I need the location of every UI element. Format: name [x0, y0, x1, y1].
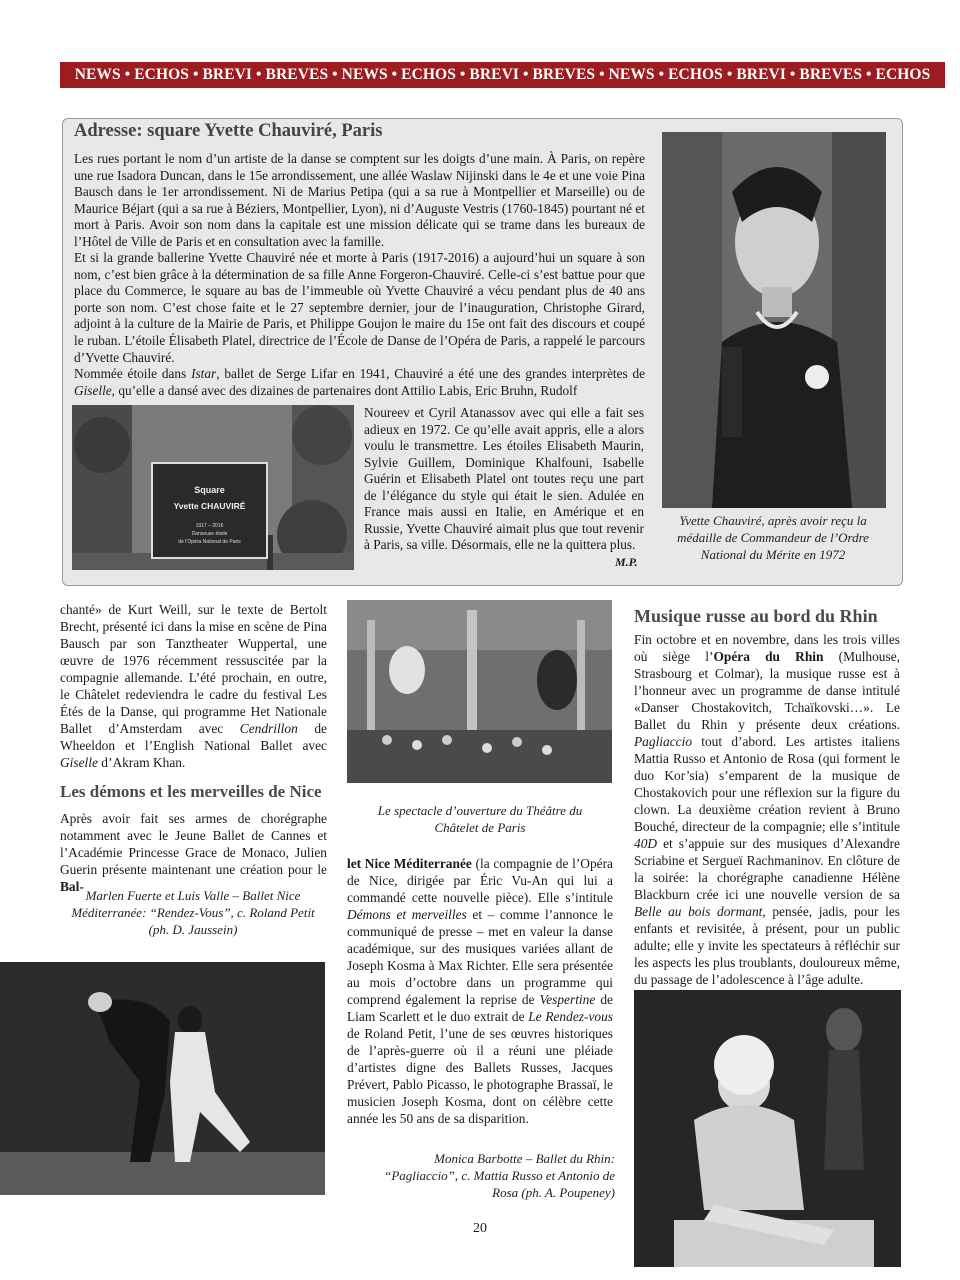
rhin-heading: Musique russe au bord du Rhin — [634, 606, 878, 626]
feature-text — [74, 151, 645, 399]
sign-line: de l’Opéra National de Paris — [178, 539, 241, 545]
sign-line: Square — [194, 485, 225, 495]
portrait-photo — [662, 132, 886, 508]
chatelet-photo — [347, 600, 612, 783]
author-signature: M.P. — [615, 555, 638, 569]
nice-article-continued: let Nice Méditerranée (la compagnie de l’Opéra de Nice, dirigée par Éric Vu-An qui lui a commandé cette nouvelle pièce). Elle s’intitule Démons et merveilles et – comme l’annonce le communiqué de presse – met en valeur la danse académique, sur des musiques variées allant de Joseph Kosma à Max Richter. Elle sera présentée au mois d’octobre dans un programme qui comprend également la reprise de Vespertine de Liam Scarlett et le duo extrait de Le Rendez-vous de Roland Petit, l’une de ses œuvres historiques de l’après-guerre où il a réuni une pléiade d’artistes digne des Ballets Russes, Jacques Prévert, Pablo Picasso, le photographe Brassaï, le musicien Joseph Kosma, dont on célèbre cette année les 50 ans de sa disparition. — [347, 856, 613, 1126]
feature-title: Adresse: square Yvette Chauviré, Paris — [74, 121, 383, 141]
chatelet-caption: Le spectacle d’ouverture du Théâtre du Châtelet de Paris — [377, 803, 583, 835]
feature-paragraph: Les rues portant le nom d’un artiste de la danse se comptent sur les doigts d’une main. À Paris, on repère une rue Isadora Duncan, dans le 15e arrondissement, une allée Waslaw Nijinski dans le 4e et une voie Pina Bausch dans le 1er arrondissement. Ni de Marius Petipa (qui a sa rue à Montpellier et Marseille) ou de Maurice Béjart (qui a sa rue à Béziers, Montpellier, Lyon), ni d’Auguste Vestris (1760-1845) pourtant né et mort à Paris. Avoir son nom dans la capitale est une mission délicate qui se trame dans les bureaux de l’Hôtel de Ville de Paris et en consultation avec la famille. — [74, 151, 645, 249]
feature-paragraph: Nommée étoile dans Istar, ballet de Serge Lifar en 1941, Chauviré a été une des grandes interprètes de Giselle, qu’elle a dansé avec des dizaines de partenaires dont Attilio Labis, Eric Bruhn, Rudolf — [74, 366, 645, 398]
feature-paragraph: Et si la grande ballerine Yvette Chauviré née et morte à Paris (1917-2016) a aujourd’hui un square à son nom, c’est bien grâce à la détermination de sa fille Anne Forgeron-Chauviré. Celle-ci s’est battue pour que place du Commerce, le square au bas de l’immeuble où Yvette Chauviré a vécu pendant plus de 40 ans porte son nom. C’est chose faite et le 27 septembre dernier, jour de l’inauguration, Christophe Girard, adjoint à la culture de la Mairie de Paris, et Philippe Goujon le maire du 15e ont fait des discours et coupé le ruban. L’étoile Élisabeth Platel, directrice de l’École de Danse de l’Opéra de Paris, a rappelé le parcours d’Yvette Chauviré. — [74, 250, 645, 365]
square-sign-photo — [72, 405, 354, 570]
section-banner: NEWS • ECHOS • BREVI • BREVES • NEWS • ECHOS • BREVI • BREVES • NEWS • ECHOS • BREVI • BREVES • ECHOS — [60, 62, 945, 88]
sign-line: Danseuse étoile — [191, 531, 228, 537]
nice-photo-caption: Marlen Fuerte et Luis Valle – Ballet Nice Méditerranée: “Rendez-Vous”, c. Roland Petit (ph. D. Jaussein) — [71, 888, 315, 937]
page-number: 20 — [473, 1221, 487, 1236]
sign-line: Yvette CHAUVIRÉ — [173, 501, 246, 511]
sign-line: 1917 – 2016 — [195, 523, 224, 529]
nice-article-start: Après avoir fait ses armes de chorégraphe notamment avec le Jeune Ballet de Cannes et l’Académie Princesse Grace de Monaco, Julien Guerin présente maintenant une création pour le Bal- — [60, 811, 327, 894]
rhin-article: Fin octobre et en novembre, dans les trois villes où siège l’Opéra du Rhin (Mulhouse, Strasbourg et Colmar), la musique russe est à l’honneur avec un programme de danse intitulé «Danser Chostakovitch, Tchaïkovski…». Le Ballet du Rhin y présente deux créations. Pagliaccio tout d’abord. Les artistes italiens Mattia Russo et Antonio de Rosa (qui forment le duo Kor’sia) s’emparent de la musique de Chostakovich pour une réflexion sur la figure du clown. La deuxième création revient à Bruno Bouché, directeur de la compagnie; elle s’intitule 40D et s’appuie sur des musiques d’Alexandre Scriabine et Sergueï Rachmaninov. En clôture de la soirée: la chorégraphe canadienne Hélène Blackburn crée ici une nouvelle version de sa Belle au bois dormant, pensée, jadis, pour les enfants et revisitée, à présent, pour un public adulte; elle y invite les spectateurs à réfléchir sur les aspects les plus troublants, douloureux même, du passage de l’adolescence à l’âge adulte. — [634, 632, 901, 987]
portrait-caption: Yvette Chauviré, après avoir reçu la médaille de Commandeur de l’Ordre National du Mérite en 1972 — [677, 513, 869, 562]
nice-dance-photo — [0, 962, 325, 1195]
feature-text-continued: Noureev et Cyril Atanassov avec qui elle a fait ses adieux en 1972. Ce qu’elle avait appris, elle a alors voulu le transmettre. Les étoiles Elisabeth Maurin, Sylvie Guillem, Dominique Khalfouni, Isabelle Guérin et Elisabeth Platel ont toutes reçu une part de l’élégance du style qui était le sien. Adulée en France mais aussi en Italie, en Amérique et en Russie, Yvette Chauviré aimait plus que tout revenir à Paris, sa ville. Désormais, elle ne la quittera plus. — [364, 405, 644, 553]
column-1-intro: chanté» de Kurt Weill, sur le texte de Bertolt Brecht, présenté ici dans la mise en scène de Pina Bausch par son Tanztheater Wuppertal, une œuvre de 1976 récemment ressuscitée par la compagnie allemande. L’été prochain, en outre, le Châtelet redeviendra le cadre du festival Les Étés de la Danse, qui programme Het Nationale Ballet d’Amsterdam avec Cendrillon de Wheeldon et l’English National Ballet avec Giselle d’Akram Khan. — [60, 602, 327, 770]
rhin-photo-caption: Monica Barbotte – Ballet du Rhin: “Pagliaccio”, c. Mattia Russo et Antonio de Rosa (ph. A. Poupeney) — [384, 1151, 615, 1200]
nice-heading: Les démons et les merveilles de Nice — [60, 782, 322, 801]
